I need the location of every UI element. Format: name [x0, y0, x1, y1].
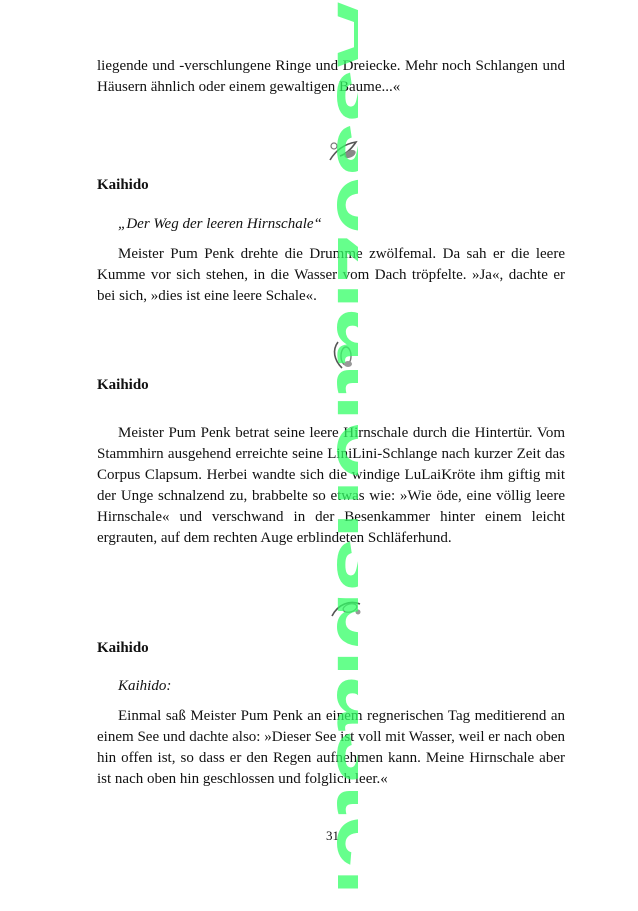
- section-paragraph: Meister Pum Penk drehte die Drumme zwölfemal. Da sah er die leere Kumme vor sich stehen, in die Wasser vom Dach tröpfelte. »Ja«, dachte er bei sich, »dies ist eine leere Schale«.: [97, 246, 565, 304]
- section-heading: Kaihido: [97, 177, 149, 193]
- ornament-icon: [328, 596, 364, 622]
- section-subtitle: „Der Weg der leeren Hirnschale“: [118, 216, 322, 232]
- intro-paragraph: liegende und -verschlungene Ringe und Dreiecke. Mehr noch Schlangen und Häusern ähnlich oder einem gewaltigen Baume...«: [97, 58, 565, 95]
- ornament-icon: [328, 338, 358, 374]
- ornament-icon: [326, 136, 362, 166]
- section-paragraph: Einmal saß Meister Pum Penk an einem regnerischen Tag meditierend an einem See und dachte also: »Dieser See ist voll mit Wasser, weil er nach oben hin offen ist, so dass er den Regen aufnehmen kann. Meine Hirnschale aber ist nach oben hin geschlossen und folglich leer.«: [97, 708, 565, 787]
- section-subtitle: Kaihido:: [118, 678, 172, 694]
- section-heading: Kaihido: [97, 640, 149, 656]
- watermark-text: Assoziationsblaster: [318, 0, 358, 870]
- page-number: 31: [326, 828, 339, 843]
- section-heading: Kaihido: [97, 377, 149, 393]
- section-paragraph: Meister Pum Penk betrat seine leere Hirnschale durch die Hintertür. Vom Stammhirn ausgehend erreichte seine LiniLini-Schlange nach kurzer Zeit das Corpus Clapsum. Herbei wandte sich die windige LuLaiKröte ihm giftig mit der Unge schnalzend zu, brabbelte so etwas wie: »Wie öde, eine völlig leere Hirnschale« und verschwand in der Besenkammer hinter einem leicht ergrauten, auf dem rechten Auge erblindeten Schläferhund.: [97, 425, 565, 546]
